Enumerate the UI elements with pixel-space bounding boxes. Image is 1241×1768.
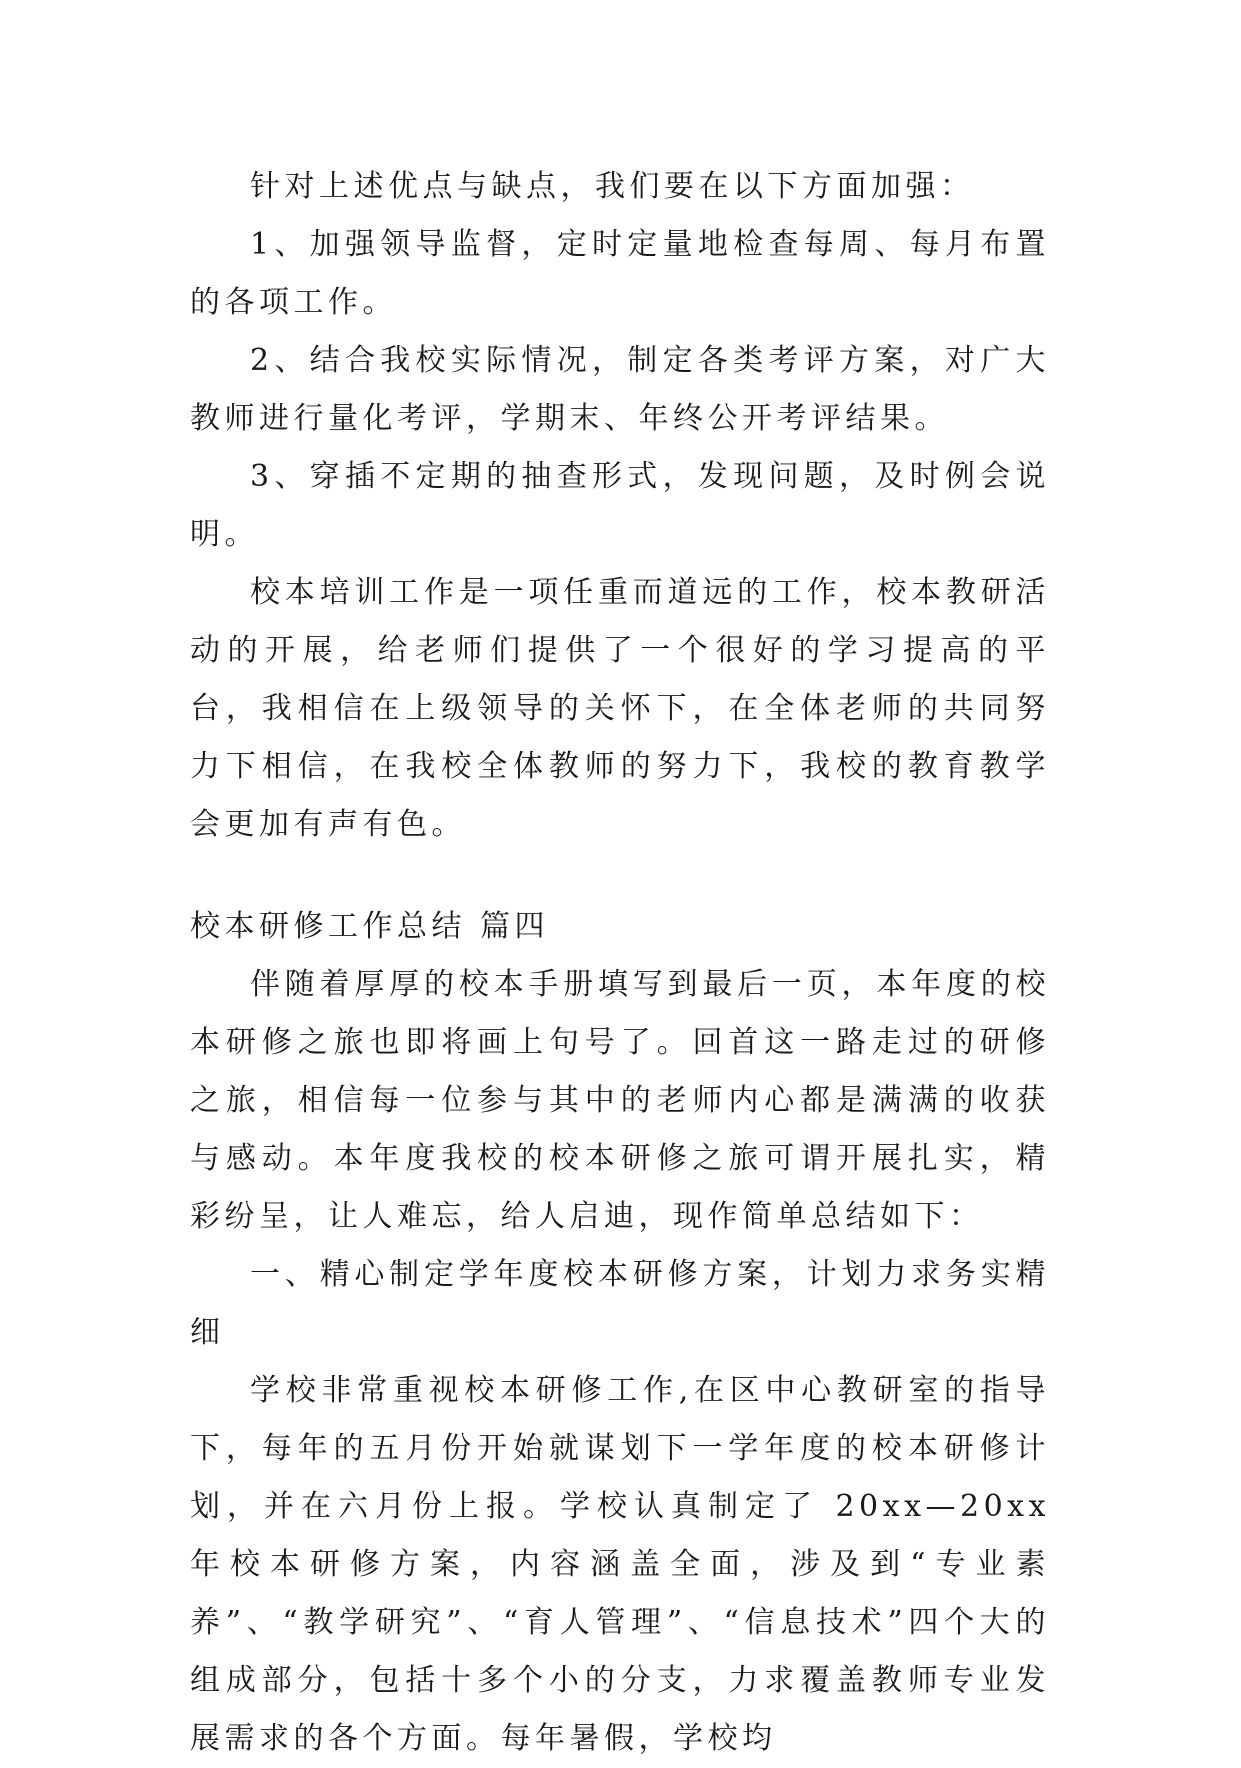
section-heading: 校本研修工作总结 篇四 (190, 909, 550, 944)
paragraph-plan-details: 学校非常重视校本研修工作,在区中心教研室的指导下，每年的五月份开始就谋划下一学年度的校本研修计划，并在六月份上报。学校认真制定了 20xx—20xx 年校本研修方案，内容涵盖全面，涉及到“专业素养”、“教学研究”、“育人管理”、“信息技术”四个大的组成部分，包括十多个小的分支，力求覆盖教师专业发展需求的各个方面。每年暑假，学校均 (190, 1373, 1050, 1756)
paragraph-subheading-1: 一、精心制定学年度校本研修方案，计划力求务实精细 (190, 1257, 1050, 1350)
paragraph-conclusion: 校本培训工作是一项任重而道远的工作，校本教研活动的开展，给老师们提供了一个很好的学习提高的平台，我相信在上级领导的关怀下，在全体老师的共同努力下相信，在我校全体教师的努力下，我校的教育教学会更加有声有色。 (190, 575, 1050, 842)
paragraph-item-2: 2、结合我校实际情况，制定各类考评方案，对广大教师进行量化考评，学期末、年终公开考评结果。 (190, 343, 1050, 436)
document-body (190, 158, 1050, 1768)
paragraph-item-3: 3、穿插不定期的抽查形式，发现问题，及时例会说明。 (190, 459, 1050, 552)
paragraph-item-1: 1、加强领导监督，定时定量地检查每周、每月布置的各项工作。 (190, 227, 1050, 320)
paragraph-intro: 针对上述优点与缺点，我们要在以下方面加强： (250, 169, 975, 204)
paragraph-section-intro: 伴随着厚厚的校本手册填写到最后一页，本年度的校本研修之旅也即将画上句号了。回首这一路走过的研修之旅，相信每一位参与其中的老师内心都是满满的收获与感动。本年度我校的校本研修之旅可谓开展扎实，精彩纷呈，让人难忘，给人启迪，现作简单总结如下： (190, 967, 1050, 1234)
